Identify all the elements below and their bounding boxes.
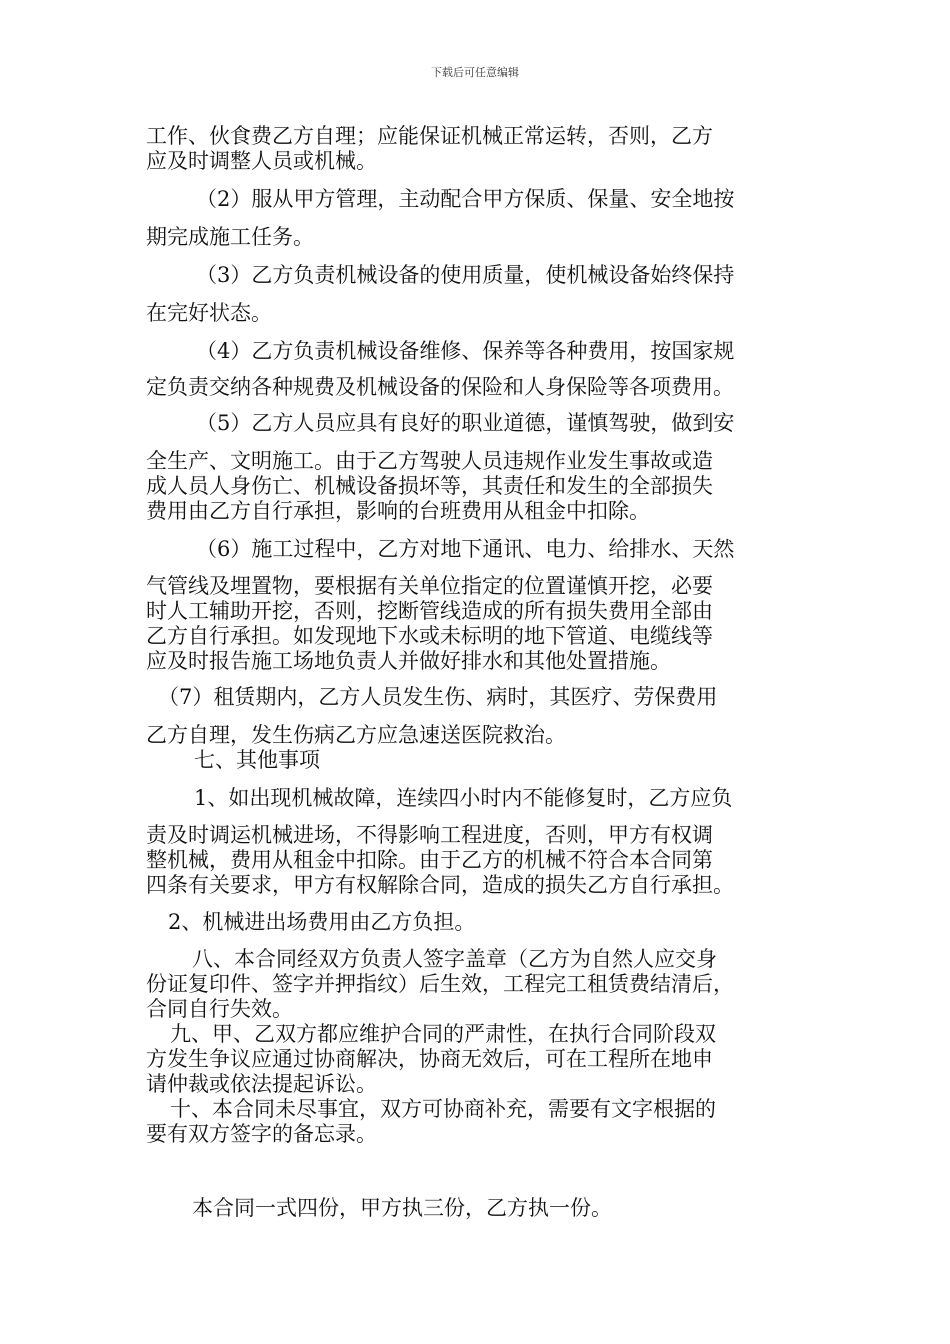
text-line: 责及时调运机械进场，不得影响工程进度，否则，甲方有权调 — [146, 823, 713, 847]
text-line: 合同自行失效。 — [146, 997, 293, 1021]
text-line: 乙方自理，发生伤病乙方应急速送医院救治。 — [146, 723, 566, 747]
text-line: （2）服从甲方管理，主动配合甲方保质、保量、安全地按 — [196, 187, 735, 211]
text-line: （4）乙方负责机械设备维修、保养等各种费用，按国家规 — [196, 339, 735, 363]
text-line: 成人员人身伤亡、机械设备损坏等，其责任和发生的全部损失 — [146, 474, 713, 498]
text-line: 气管线及埋置物，要根据有关单位指定的位置谨慎开挖，必要 — [146, 574, 713, 598]
text-line: 1、如出现机械故障，连续四小时内不能修复时，乙方应负 — [194, 786, 733, 810]
text-line: 全生产、文明施工。由于乙方驾驶人员违规作业发生事故或造 — [146, 449, 713, 473]
text-line: 费用由乙方自行承担，影响的台班费用从租金中扣除。 — [146, 499, 650, 523]
text-line: 九、甲、乙双方都应维护合同的严肃性，在执行合同阶段双 — [170, 1022, 716, 1046]
text-line: 时人工辅助开挖，否则，挖断管线造成的所有损失费用全部由 — [146, 599, 713, 623]
text-line: 要有双方签字的备忘录。 — [146, 1122, 377, 1146]
page-header: 下载后可任意编辑 — [431, 66, 519, 79]
text-line: 应及时调整人员或机械。 — [146, 149, 377, 173]
text-line: 四条有关要求，甲方有权解除合同，造成的损失乙方自行承担。 — [146, 873, 734, 897]
text-line: 份证复印件、签字并押指纹）后生效，工程完工租赁费结清后， — [146, 972, 734, 996]
text-line: 期完成施工任务。 — [146, 225, 314, 249]
text-line: 在完好状态。 — [146, 301, 272, 325]
text-line: 2、机械进出场费用由乙方负担。 — [168, 910, 476, 934]
text-line: 乙方自行承担。如发现地下水或未标明的地下管道、电缆线等 — [146, 624, 713, 648]
text-line: 整机械，费用从租金中扣除。由于乙方的机械不符合本合同第 — [146, 848, 713, 872]
text-line: （7）租赁期内，乙方人员发生伤、病时，其医疗、劳保费用 — [158, 685, 718, 709]
section-heading: 七、其他事项 — [194, 748, 320, 772]
text-line: 应及时报告施工场地负责人并做好排水和其他处置措施。 — [146, 649, 671, 673]
text-line: 工作、伙食费乙方自理；应能保证机械正常运转，否则，乙方 — [146, 124, 713, 148]
text-line: （6）施工过程中，乙方对地下通讯、电力、给排水、天然 — [196, 537, 735, 561]
text-line: 本合同一式四份，甲方执三份，乙方执一份。 — [192, 1196, 612, 1220]
text-line: 八、本合同经双方负责人签字盖章（乙方为自然人应交身 — [192, 947, 717, 971]
text-line: 十、本合同未尽事宜，双方可协商补充，需要有文字根据的 — [170, 1097, 716, 1121]
text-line: 方发生争议应通过协商解决，协商无效后，可在工程所在地申 — [146, 1047, 713, 1071]
text-line: 请仲裁或依法提起诉讼。 — [146, 1072, 377, 1096]
text-line: 定负责交纳各种规费及机械设备的保险和人身保险等各项费用。 — [146, 375, 734, 399]
text-line: （5）乙方人员应具有良好的职业道德，谨慎驾驶，做到安 — [196, 411, 735, 435]
text-line: （3）乙方负责机械设备的使用质量，使机械设备始终保持 — [196, 263, 735, 287]
